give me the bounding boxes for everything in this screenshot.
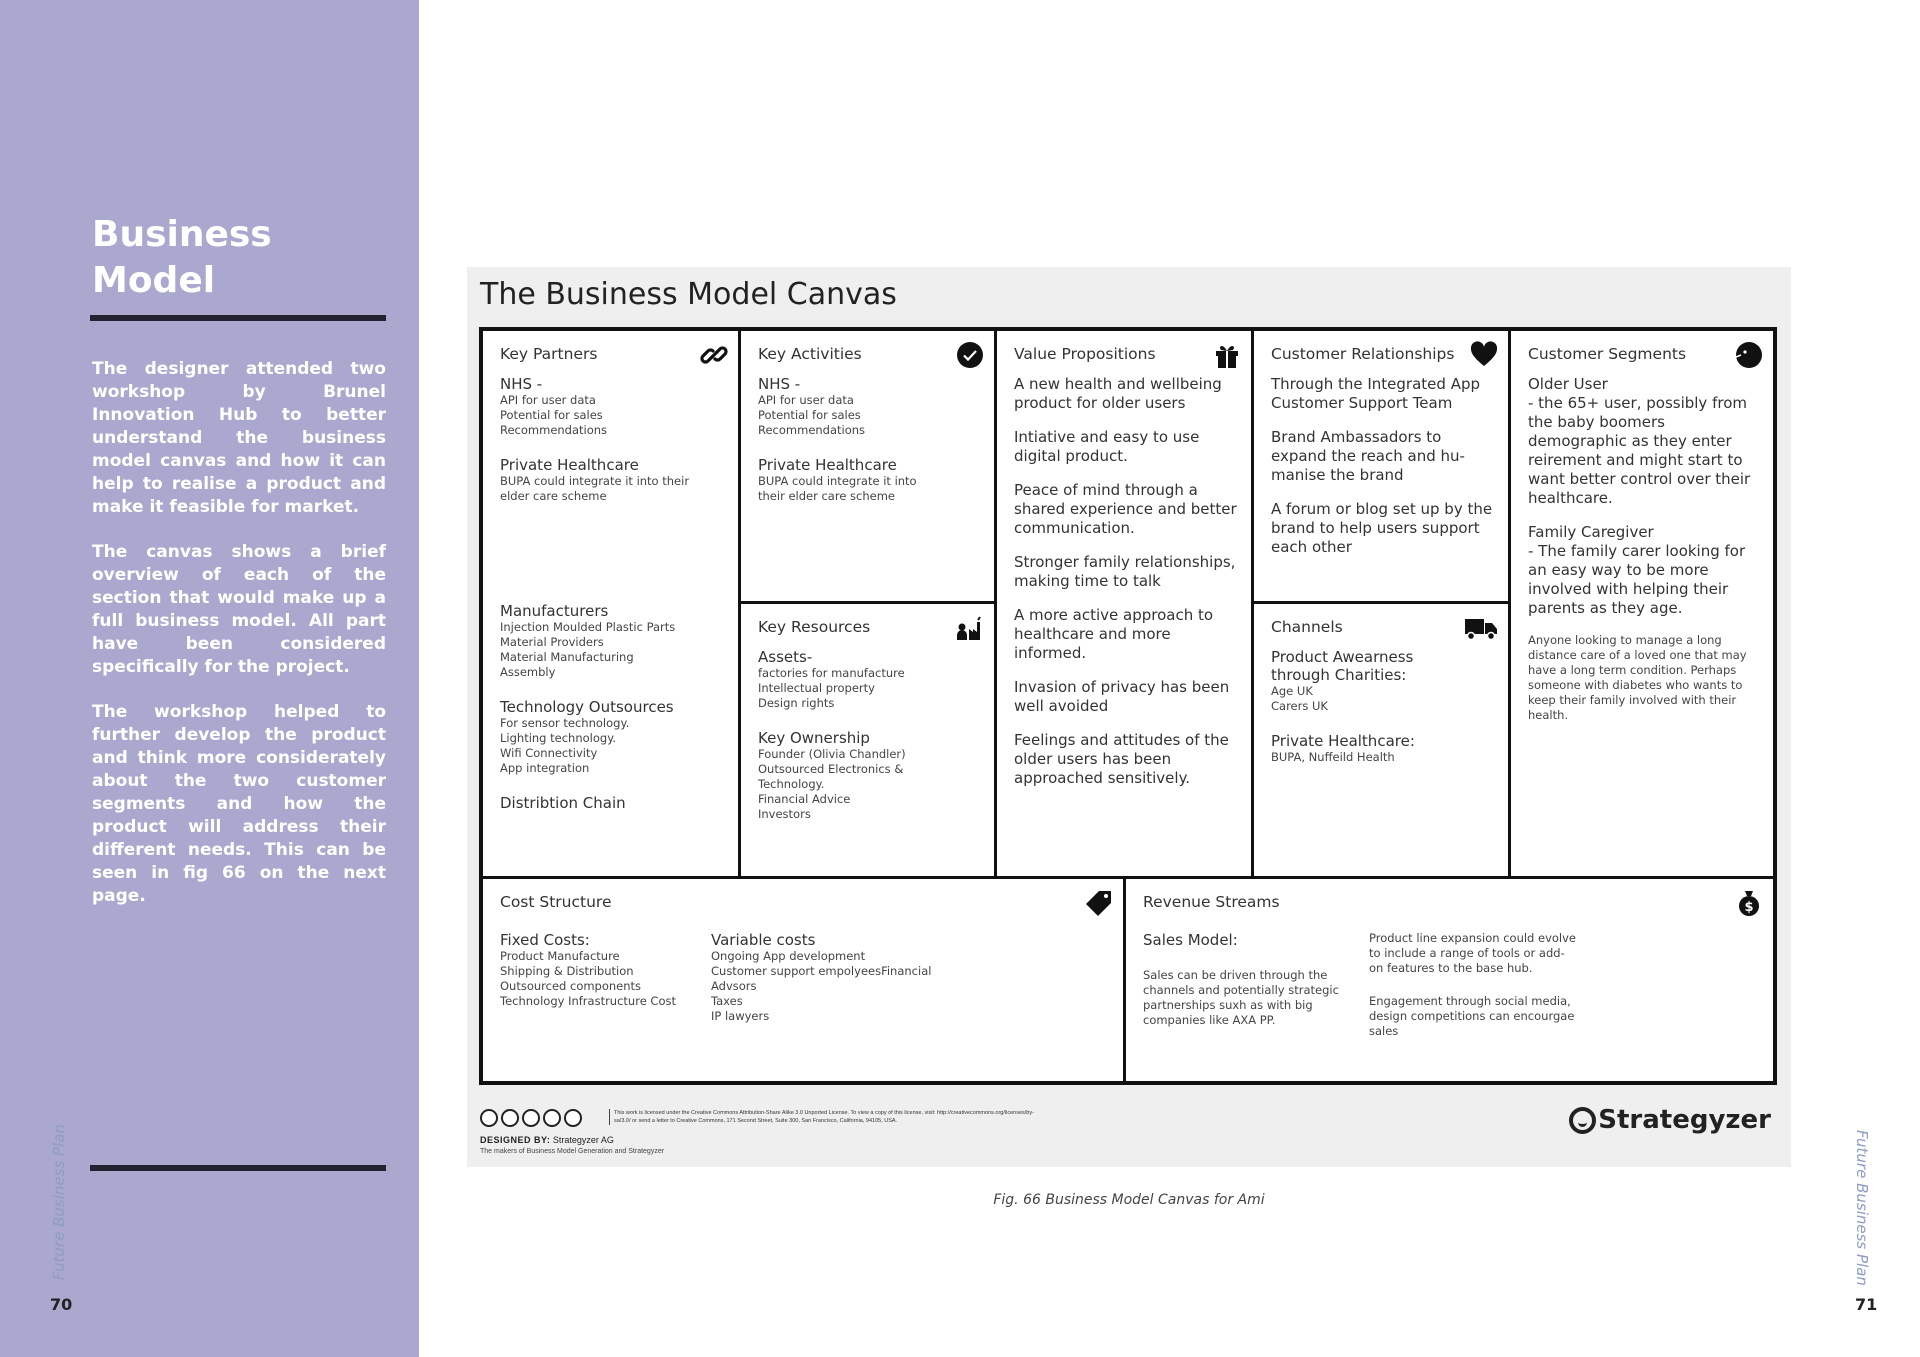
sidebar-text: [92, 358, 386, 930]
vertical-section-label: Future Business Plan: [50, 1124, 68, 1280]
variable-costs: Variable costs Ongoing App development Customer support empolyeesFinancial Advsors Taxes IP lawyers: [711, 931, 932, 1023]
partner-entry: Private Healthcare BUPA could integrate it into their elder care scheme: [500, 456, 690, 503]
sidebar-paragraph: The canvas shows a brief overview of each of the section that would make up a full business model. All part have been considered specifically for the project.: [92, 542, 386, 677]
revenue-note: Product line expansion could evolve to include a range of tools or add-on features to the base hub.: [1369, 931, 1576, 975]
sidebar-paragraph: The workshop helped to further develop the product and think more considerately about the two customer segments and how the product will address their different needs. This can be seen in fig 66 on the next page.: [92, 702, 386, 906]
value-item: Invasion of privacy has been well avoided: [1014, 678, 1230, 715]
block-title: Value Propositions: [1014, 345, 1156, 363]
segment-item: Older User - the 65+ user, possibly from the baby boomers demographic as they enter reirement and might start to want better control over their healthcare.: [1528, 375, 1751, 507]
tag-icon: [1085, 889, 1113, 917]
canvas-grid: [479, 327, 1777, 1085]
key-partners-block: [483, 331, 741, 879]
resource-entry: Key Ownership Founder (Olivia Chandler) Outsourced Electronics & Technology. Financial Advice Investors: [758, 729, 906, 821]
strategyzer-logo: [1569, 1105, 1771, 1135]
block-title: Customer Segments: [1528, 345, 1687, 363]
license-text: This work is licensed under the Creative Commons Attribution-Share Alike 3.0 Unported License. To view a copy of this license, visit: http://creativecommons.org/licenses/by-sa/3.0/ or send a letter to Creative Commons, 171 Second Street, Suite 300, San Francisco, California, 94105, USA.: [609, 1109, 1034, 1125]
revenue-note: Engagement through social media, design competitions can encourgae sales: [1369, 994, 1575, 1038]
partner-entry: NHS - API for user data Potential for sales Recommendations: [500, 375, 608, 437]
cc-sa-icon: [522, 1109, 540, 1127]
left-sidebar: [0, 0, 419, 1357]
title-rule: [90, 315, 386, 321]
block-title: Key Partners: [500, 345, 598, 363]
value-propositions-block: [997, 331, 1254, 879]
strategyzer-mark-icon: [1569, 1107, 1596, 1134]
segment-item: Family Caregiver - The family carer looking for an easy way to be more involved with helping their parents as they age.: [1528, 523, 1746, 617]
value-item: Feelings and attitudes of the older users has been approached sensitively.: [1014, 731, 1229, 787]
figure-caption: Fig. 66 Business Model Canvas for Ami: [993, 1192, 1265, 1208]
cost-structure-block: [483, 879, 1126, 1081]
section-title: Business Model: [92, 214, 272, 301]
partner-entry: Manufacturers Injection Moulded Plastic Parts Material Providers Material Manufacturing Assembly: [500, 602, 676, 679]
check-icon: [956, 341, 984, 369]
link-icon: [700, 341, 728, 369]
business-model-canvas: [467, 267, 1791, 1167]
block-title: Customer Relationships: [1271, 345, 1455, 363]
cc-person-icon: [564, 1109, 582, 1127]
truck-icon: [1464, 614, 1498, 642]
relationship-item: Through the Integrated App Customer Support Team: [1271, 375, 1480, 412]
block-title: Key Resources: [758, 618, 871, 636]
revenue-streams-block: [1126, 879, 1773, 1081]
partner-entry: Technology Outsources For sensor technology. Lighting technology. Wifi Connectivity App integration: [500, 698, 674, 775]
customer-segments-block: [1511, 331, 1773, 879]
customer-relationships-block: [1254, 331, 1511, 604]
value-item: Peace of mind through a shared experience and better communication.: [1014, 481, 1237, 537]
brand-name: Strategyzer: [1598, 1105, 1771, 1135]
page-number: 70: [50, 1295, 73, 1314]
bottom-rule: [90, 1165, 386, 1171]
creative-commons-icons: [480, 1109, 582, 1127]
page-number: 71: [1855, 1295, 1878, 1314]
channels-block: [1254, 604, 1511, 879]
sales-model: [1143, 931, 1358, 1042]
cc-by-icon: [501, 1109, 519, 1127]
segment-note: Anyone looking to manage a long distance care of a loved one that may have a long term condition. Perhaps someone with diabetes who wants to keep their family involved with their health.: [1528, 633, 1747, 722]
fixed-costs: Fixed Costs: Product Manufacture Shipping & Distribution Outsourced components Technology Infrastructure Cost: [500, 931, 676, 1008]
channel-entry: Private Healthcare: BUPA, Nuffeild Health: [1271, 732, 1415, 764]
sidebar-paragraph: The designer attended two workshop by Brunel Innovation Hub to better understand the business model canvas and how it can help to realise a product and make it feasible for market.: [92, 359, 386, 517]
activity-entry: NHS - API for user data Potential for sales Recommendations: [758, 375, 866, 437]
partner-entry: Distribtion Chain: [500, 794, 626, 812]
cc-icon: [480, 1109, 498, 1127]
money-bag-icon: [1735, 889, 1763, 917]
value-item: Intiative and easy to use digital product.: [1014, 428, 1200, 465]
value-item: A new health and wellbeing product for older users: [1014, 375, 1222, 412]
channel-entry: Product Awearness through Charities: Age UK Carers UK: [1271, 648, 1414, 713]
key-resources-block: [741, 604, 997, 879]
heart-icon: [1470, 341, 1498, 369]
key-activities-block: [741, 331, 997, 604]
block-title: Cost Structure: [500, 893, 612, 911]
gift-icon: [1213, 341, 1241, 369]
relationship-item: Brand Ambassadors to expand the reach and hu-manise the brand: [1271, 428, 1465, 484]
activity-entry: Private Healthcare BUPA could integrate it into their elder care scheme: [758, 456, 917, 503]
face-icon: [1735, 341, 1763, 369]
sales-model-text: Sales can be driven through the channels and potentially strategic partnerships suxh as with big companies like AXA PP.: [1143, 968, 1339, 1027]
factory-worker-icon: [956, 614, 984, 642]
value-item: A more active approach to healthcare and more informed.: [1014, 606, 1214, 662]
value-item: Stronger family relationships, making time to talk: [1014, 553, 1236, 590]
sales-model-heading: Sales Model:: [1143, 931, 1238, 949]
svg-text:$: $: [1744, 900, 1754, 915]
canvas-title: The Business Model Canvas: [480, 277, 897, 312]
makers-text: The makers of Business Model Generation and Strategyzer: [480, 1148, 665, 1155]
vertical-section-label: Future Business Plan: [1853, 1130, 1871, 1286]
block-title: Channels: [1271, 618, 1343, 636]
resource-entry: Assets- factories for manufacture Intellectual property Design rights: [758, 648, 905, 710]
relationship-item: A forum or blog set up by the brand to help users support each other: [1271, 500, 1493, 556]
revenue-notes: [1369, 931, 1579, 1053]
designed-by: DESIGNED BY: Strategyzer AG: [480, 1135, 614, 1145]
block-title: Revenue Streams: [1143, 893, 1280, 911]
cc-nc-icon: [543, 1109, 561, 1127]
block-title: Key Activities: [758, 345, 862, 363]
